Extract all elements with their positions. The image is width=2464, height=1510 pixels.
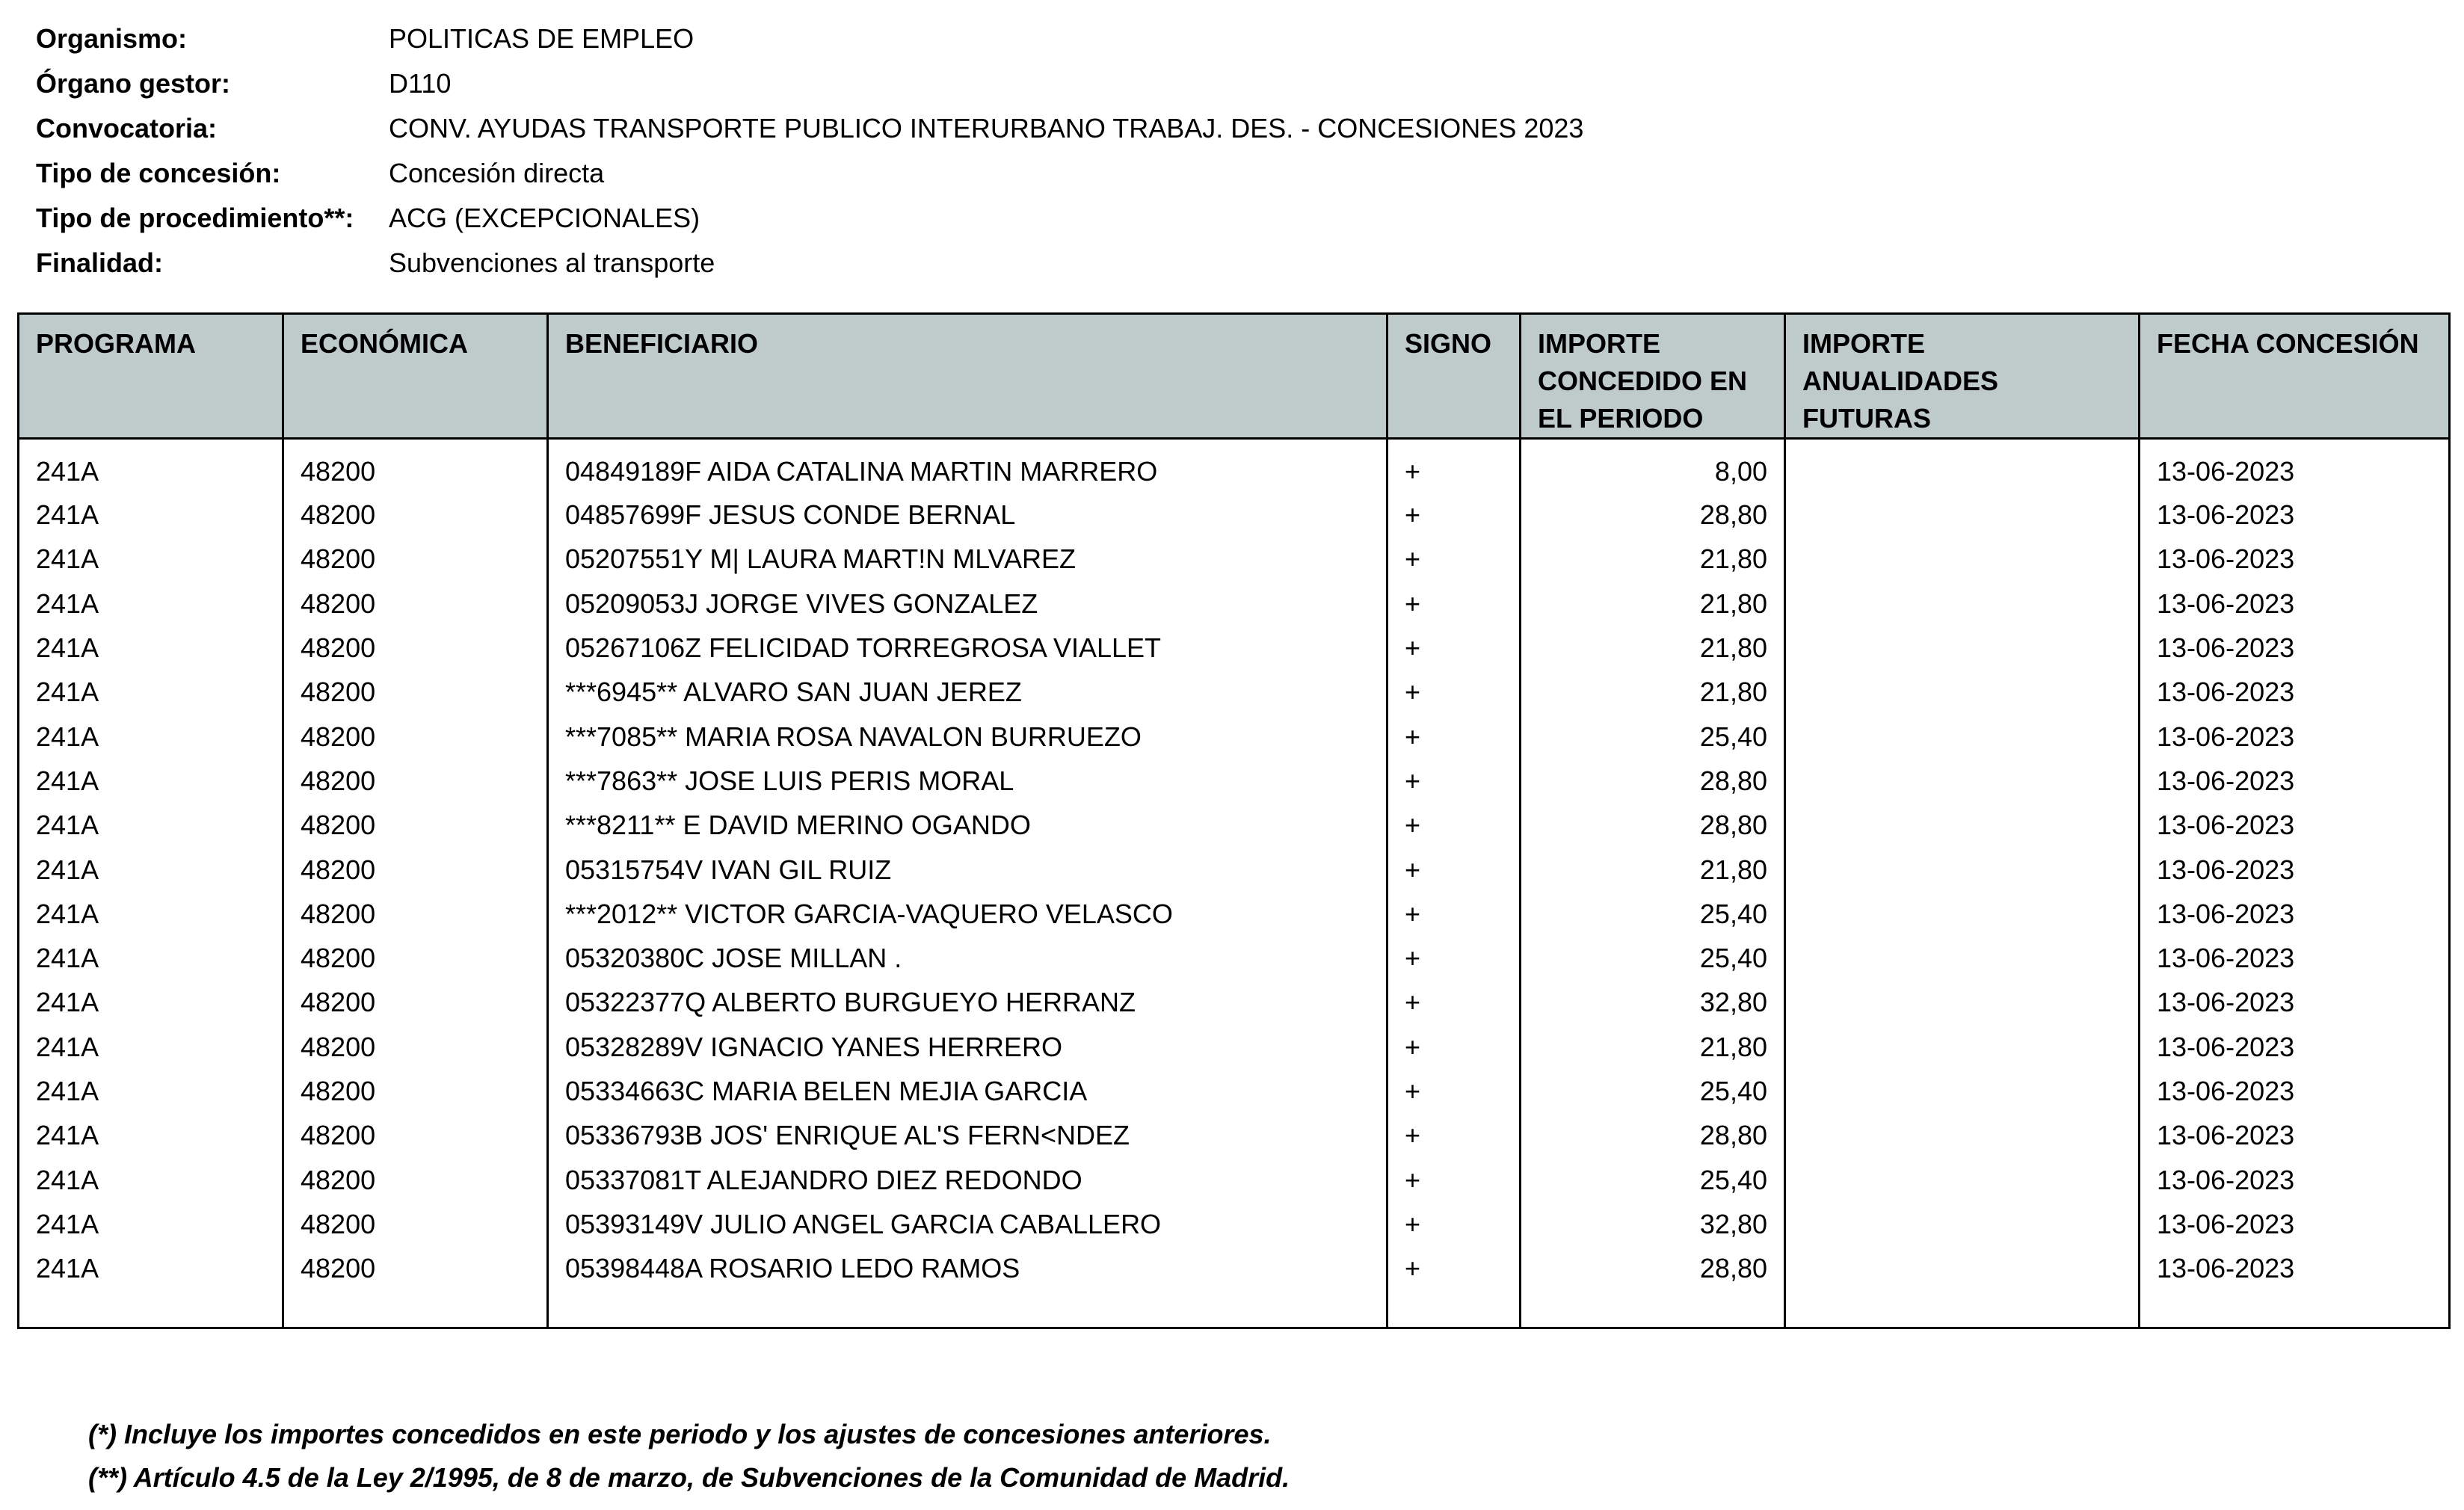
cell-beneficiario: ***7085** MARIA ROSA NAVALON BURRUEZO bbox=[548, 715, 1387, 759]
meta-label: Organismo: bbox=[36, 23, 188, 54]
cell-programa: 241A bbox=[36, 943, 99, 974]
cell-beneficiario: 05209053J JORGE VIVES GONZALEZ bbox=[548, 582, 1387, 626]
header-programa: PROGRAMA bbox=[19, 314, 283, 439]
empty-cell bbox=[1387, 1291, 1521, 1328]
cell-economica: 48200 bbox=[283, 1158, 548, 1202]
cell-futuras bbox=[1785, 892, 2140, 936]
cell-programa: 241A bbox=[36, 677, 99, 708]
cell-futuras bbox=[1785, 1202, 2140, 1246]
cell-programa: 241A bbox=[36, 632, 99, 664]
meta-row-organismo bbox=[36, 16, 1583, 61]
cell-fecha: 13-06-2023 bbox=[2140, 1069, 2450, 1113]
cell-signo: + bbox=[1387, 582, 1521, 626]
meta-row-finalidad bbox=[36, 241, 1583, 286]
cell-futuras bbox=[1785, 1069, 2140, 1113]
empty-cell bbox=[1785, 1291, 2140, 1328]
meta-label: Finalidad: bbox=[36, 247, 163, 278]
concessions-table bbox=[17, 312, 2451, 1329]
cell-fecha: 13-06-2023 bbox=[2140, 439, 2450, 493]
cell-futuras bbox=[1785, 537, 2140, 582]
cell-futuras bbox=[1785, 1247, 2140, 1291]
cell-importe: 25,40 bbox=[1521, 1158, 1785, 1202]
cell-economica: 48200 bbox=[283, 439, 548, 493]
header-economica: ECONÓMICA bbox=[283, 314, 548, 439]
cell-futuras bbox=[1785, 981, 2140, 1025]
cell-beneficiario: ***8211** E DAVID MERINO OGANDO bbox=[548, 804, 1387, 848]
table-row bbox=[19, 804, 2450, 848]
cell-programa: 241A bbox=[36, 588, 99, 619]
cell-futuras bbox=[1785, 1114, 2140, 1158]
empty-cell bbox=[2140, 1291, 2450, 1328]
cell-programa: 241A bbox=[36, 854, 99, 885]
cell-fecha: 13-06-2023 bbox=[2140, 626, 2450, 670]
cell-economica: 48200 bbox=[283, 493, 548, 537]
empty-cell bbox=[283, 1291, 548, 1328]
cell-signo: + bbox=[1387, 537, 1521, 582]
cell-beneficiario: 04857699F JESUS CONDE BERNAL bbox=[548, 493, 1387, 537]
cell-signo: + bbox=[1387, 626, 1521, 670]
footnote-importes: (*) Incluye los importes concedidos en este periodo y los ajustes de concesiones anteriores. bbox=[88, 1419, 1272, 1449]
cell-importe: 32,80 bbox=[1521, 981, 1785, 1025]
cell-fecha: 13-06-2023 bbox=[2140, 848, 2450, 892]
cell-fecha: 13-06-2023 bbox=[2140, 759, 2450, 803]
cell-importe: 32,80 bbox=[1521, 1202, 1785, 1246]
cell-beneficiario: 05328289V IGNACIO YANES HERRERO bbox=[548, 1025, 1387, 1069]
cell-programa: 241A bbox=[36, 987, 99, 1018]
cell-programa: 241A bbox=[36, 898, 99, 929]
cell-signo: + bbox=[1387, 439, 1521, 493]
cell-programa: 241A bbox=[36, 810, 99, 841]
cell-futuras bbox=[1785, 715, 2140, 759]
meta-label: Órgano gestor: bbox=[36, 68, 231, 99]
table-row bbox=[19, 582, 2450, 626]
cell-programa: 241A bbox=[36, 1031, 99, 1062]
cell-importe: 28,80 bbox=[1521, 804, 1785, 848]
cell-economica: 48200 bbox=[283, 1202, 548, 1246]
cell-fecha: 13-06-2023 bbox=[2140, 1114, 2450, 1158]
cell-beneficiario: 04849189F AIDA CATALINA MARTIN MARRERO bbox=[548, 439, 1387, 493]
table-row bbox=[19, 671, 2450, 715]
table-row bbox=[19, 1158, 2450, 1202]
meta-value: Concesión directa bbox=[389, 158, 605, 188]
cell-futuras bbox=[1785, 626, 2140, 670]
cell-fecha: 13-06-2023 bbox=[2140, 936, 2450, 980]
table-row bbox=[19, 537, 2450, 582]
cell-beneficiario: ***2012** VICTOR GARCIA-VAQUERO VELASCO bbox=[548, 892, 1387, 936]
meta-value: Subvenciones al transporte bbox=[389, 247, 715, 278]
cell-economica: 48200 bbox=[283, 759, 548, 803]
cell-beneficiario: 05207551Y M| LAURA MART!N MLVAREZ bbox=[548, 537, 1387, 582]
cell-programa: 241A bbox=[36, 765, 99, 796]
header-fecha-concesion: FECHA CONCESIÓN bbox=[2140, 314, 2450, 439]
cell-economica: 48200 bbox=[283, 892, 548, 936]
cell-importe: 21,80 bbox=[1521, 848, 1785, 892]
meta-value: POLITICAS DE EMPLEO bbox=[389, 23, 694, 54]
cell-economica: 48200 bbox=[283, 1114, 548, 1158]
cell-importe: 21,80 bbox=[1521, 626, 1785, 670]
cell-futuras bbox=[1785, 439, 2140, 493]
header-beneficiario: BENEFICIARIO bbox=[548, 314, 1387, 439]
meta-row-tipo-procedimiento bbox=[36, 196, 1583, 241]
cell-programa: 241A bbox=[36, 1208, 99, 1239]
cell-importe: 28,80 bbox=[1521, 493, 1785, 537]
footnotes bbox=[88, 1413, 1290, 1500]
cell-signo: + bbox=[1387, 1114, 1521, 1158]
cell-futuras bbox=[1785, 848, 2140, 892]
cell-importe: 25,40 bbox=[1521, 892, 1785, 936]
cell-programa: 241A bbox=[36, 1120, 99, 1151]
cell-fecha: 13-06-2023 bbox=[2140, 892, 2450, 936]
cell-fecha: 13-06-2023 bbox=[2140, 1202, 2450, 1246]
cell-fecha: 13-06-2023 bbox=[2140, 715, 2450, 759]
cell-beneficiario: 05315754V IVAN GIL RUIZ bbox=[548, 848, 1387, 892]
meta-value: ACG (EXCEPCIONALES) bbox=[389, 203, 700, 233]
table-row bbox=[19, 1114, 2450, 1158]
header-signo: SIGNO bbox=[1387, 314, 1521, 439]
table-row bbox=[19, 1247, 2450, 1291]
table-body bbox=[19, 439, 2450, 1328]
meta-value: D110 bbox=[389, 68, 452, 99]
cell-economica: 48200 bbox=[283, 626, 548, 670]
cell-programa: 241A bbox=[36, 1253, 99, 1284]
cell-economica: 48200 bbox=[283, 537, 548, 582]
cell-signo: + bbox=[1387, 493, 1521, 537]
cell-economica: 48200 bbox=[283, 1025, 548, 1069]
cell-importe: 28,80 bbox=[1521, 1114, 1785, 1158]
table-row bbox=[19, 892, 2450, 936]
header-importe-anualidades: IMPORTE ANUALIDADES FUTURAS bbox=[1785, 314, 2140, 439]
cell-beneficiario: 05320380C JOSE MILLAN . bbox=[548, 936, 1387, 980]
cell-economica: 48200 bbox=[283, 804, 548, 848]
table-row bbox=[19, 715, 2450, 759]
meta-row-convocatoria bbox=[36, 106, 1583, 151]
cell-signo: + bbox=[1387, 1247, 1521, 1291]
cell-beneficiario: 05393149V JULIO ANGEL GARCIA CABALLERO bbox=[548, 1202, 1387, 1246]
cell-programa: 241A bbox=[36, 499, 99, 531]
table-row bbox=[19, 1202, 2450, 1246]
header-importe-concedido: IMPORTE CONCEDIDO EN EL PERIODO bbox=[1521, 314, 1785, 439]
cell-futuras bbox=[1785, 1025, 2140, 1069]
cell-economica: 48200 bbox=[283, 1069, 548, 1113]
cell-programa: 241A bbox=[36, 721, 99, 752]
cell-importe: 21,80 bbox=[1521, 671, 1785, 715]
cell-beneficiario: 05322377Q ALBERTO BURGUEYO HERRANZ bbox=[548, 981, 1387, 1025]
cell-beneficiario: 05337081T ALEJANDRO DIEZ REDONDO bbox=[548, 1158, 1387, 1202]
cell-futuras bbox=[1785, 804, 2140, 848]
cell-beneficiario: 05334663C MARIA BELEN MEJIA GARCIA bbox=[548, 1069, 1387, 1113]
cell-signo: + bbox=[1387, 1158, 1521, 1202]
document-metadata bbox=[36, 16, 1583, 286]
cell-signo: + bbox=[1387, 981, 1521, 1025]
cell-beneficiario: 05336793B JOS' ENRIQUE AL'S FERN<NDEZ bbox=[548, 1114, 1387, 1158]
cell-economica: 48200 bbox=[283, 981, 548, 1025]
cell-importe: 21,80 bbox=[1521, 1025, 1785, 1069]
cell-importe: 21,80 bbox=[1521, 537, 1785, 582]
footnote-ley: (**) Artículo 4.5 de la Ley 2/1995, de 8 de marzo, de Subvenciones de la Comunidad de Madrid. bbox=[88, 1462, 1290, 1493]
cell-signo: + bbox=[1387, 1069, 1521, 1113]
table-row bbox=[19, 439, 2450, 493]
empty-cell bbox=[19, 1291, 283, 1328]
table-row bbox=[19, 626, 2450, 670]
cell-signo: + bbox=[1387, 759, 1521, 803]
cell-importe: 28,80 bbox=[1521, 1247, 1785, 1291]
cell-signo: + bbox=[1387, 848, 1521, 892]
empty-cell bbox=[548, 1291, 1387, 1328]
cell-importe: 25,40 bbox=[1521, 715, 1785, 759]
cell-futuras bbox=[1785, 936, 2140, 980]
cell-fecha: 13-06-2023 bbox=[2140, 1247, 2450, 1291]
cell-fecha: 13-06-2023 bbox=[2140, 804, 2450, 848]
cell-economica: 48200 bbox=[283, 671, 548, 715]
cell-economica: 48200 bbox=[283, 936, 548, 980]
empty-cell bbox=[1521, 1291, 1785, 1328]
cell-economica: 48200 bbox=[283, 582, 548, 626]
cell-signo: + bbox=[1387, 804, 1521, 848]
cell-signo: + bbox=[1387, 892, 1521, 936]
cell-beneficiario: 05398448A ROSARIO LEDO RAMOS bbox=[548, 1247, 1387, 1291]
cell-importe: 28,80 bbox=[1521, 759, 1785, 803]
table-spacer-row bbox=[19, 1291, 2450, 1328]
cell-futuras bbox=[1785, 759, 2140, 803]
meta-row-organo-gestor bbox=[36, 61, 1583, 106]
cell-signo: + bbox=[1387, 715, 1521, 759]
table-header-row bbox=[19, 314, 2450, 439]
cell-futuras bbox=[1785, 493, 2140, 537]
table-row bbox=[19, 981, 2450, 1025]
cell-fecha: 13-06-2023 bbox=[2140, 981, 2450, 1025]
cell-fecha: 13-06-2023 bbox=[2140, 493, 2450, 537]
cell-economica: 48200 bbox=[283, 1247, 548, 1291]
meta-label: Convocatoria: bbox=[36, 113, 218, 144]
cell-economica: 48200 bbox=[283, 715, 548, 759]
cell-futuras bbox=[1785, 582, 2140, 626]
cell-signo: + bbox=[1387, 1025, 1521, 1069]
cell-importe: 8,00 bbox=[1521, 439, 1785, 493]
table-row bbox=[19, 759, 2450, 803]
cell-beneficiario: 05267106Z FELICIDAD TORREGROSA VIALLET bbox=[548, 626, 1387, 670]
cell-programa: 241A bbox=[36, 543, 99, 575]
cell-economica: 48200 bbox=[283, 848, 548, 892]
cell-programa: 241A bbox=[36, 1076, 99, 1106]
cell-signo: + bbox=[1387, 1202, 1521, 1246]
table-row bbox=[19, 1025, 2450, 1069]
cell-importe: 25,40 bbox=[1521, 1069, 1785, 1113]
cell-fecha: 13-06-2023 bbox=[2140, 671, 2450, 715]
cell-fecha: 13-06-2023 bbox=[2140, 1025, 2450, 1069]
table-row bbox=[19, 1069, 2450, 1113]
cell-signo: + bbox=[1387, 936, 1521, 980]
cell-futuras bbox=[1785, 671, 2140, 715]
table-row bbox=[19, 936, 2450, 980]
cell-importe: 21,80 bbox=[1521, 582, 1785, 626]
meta-label: Tipo de concesión: bbox=[36, 158, 281, 188]
cell-fecha: 13-06-2023 bbox=[2140, 582, 2450, 626]
cell-beneficiario: ***7863** JOSE LUIS PERIS MORAL bbox=[548, 759, 1387, 803]
cell-fecha: 13-06-2023 bbox=[2140, 537, 2450, 582]
cell-signo: + bbox=[1387, 671, 1521, 715]
cell-programa: 241A bbox=[36, 455, 99, 487]
cell-beneficiario: ***6945** ALVARO SAN JUAN JEREZ bbox=[548, 671, 1387, 715]
cell-fecha: 13-06-2023 bbox=[2140, 1158, 2450, 1202]
meta-value: CONV. AYUDAS TRANSPORTE PUBLICO INTERURBANO TRABAJ. DES. - CONCESIONES 2023 bbox=[389, 113, 1584, 144]
table-row bbox=[19, 848, 2450, 892]
table-row bbox=[19, 493, 2450, 537]
cell-programa: 241A bbox=[36, 1164, 99, 1195]
meta-row-tipo-concesion bbox=[36, 151, 1583, 196]
cell-futuras bbox=[1785, 1158, 2140, 1202]
cell-importe: 25,40 bbox=[1521, 936, 1785, 980]
meta-label: Tipo de procedimiento**: bbox=[36, 203, 354, 233]
